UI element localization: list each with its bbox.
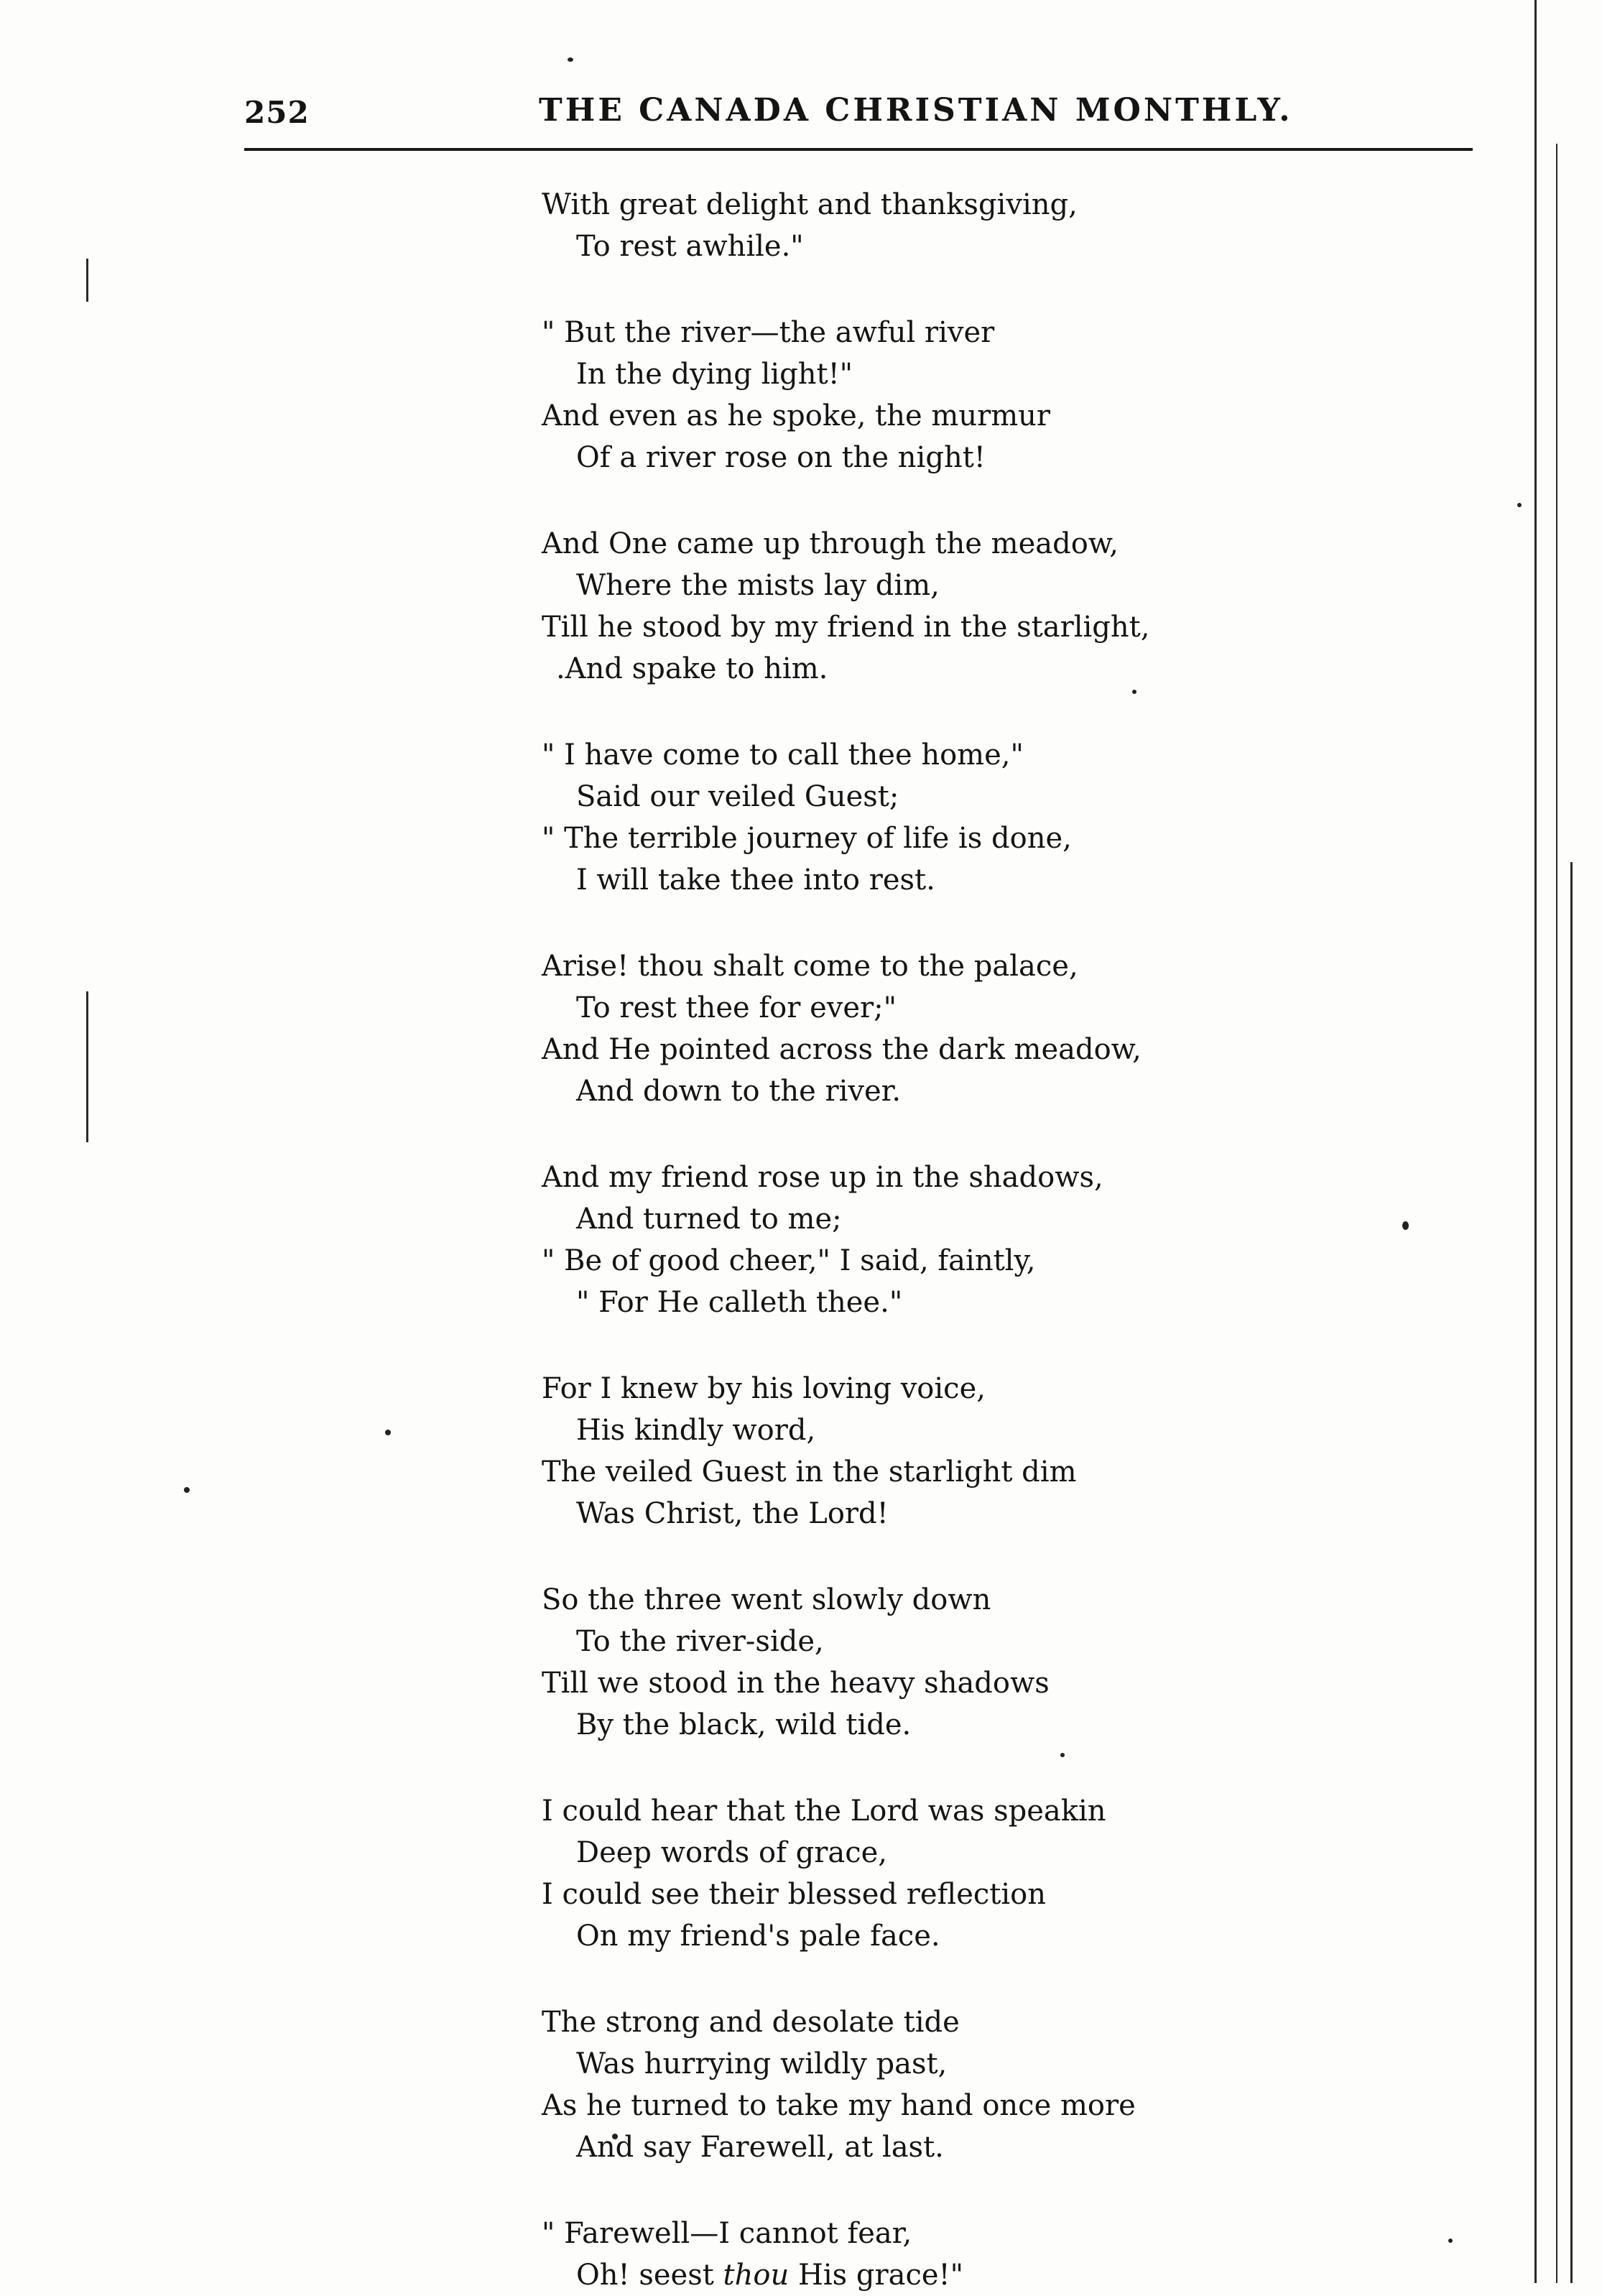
poem-line: And One came up through the meadow, [542, 527, 1119, 560]
poem [542, 184, 1404, 2296]
stanza [542, 1157, 1404, 1323]
scan-speck [385, 1430, 391, 1435]
poem-line: Of a river rose on the night! [576, 441, 986, 474]
poem-line: " Be of good cheer," I said, faintly, [542, 1244, 1036, 1277]
poem-line: And He pointed across the dark meadow, [542, 1033, 1142, 1066]
poem-line: With great delight and thanksgiving, [542, 188, 1078, 221]
stanza [542, 945, 1404, 1112]
poem-line: Said our veiled Guest; [576, 780, 899, 813]
poem-line: Till we stood in the heavy shadows [542, 1667, 1050, 1700]
scan-edge-mark [86, 259, 88, 302]
poem-line: On my friend's pale face. [576, 1920, 940, 1953]
header-rule [244, 148, 1473, 151]
poem-line: I will take thee into rest. [576, 864, 935, 897]
stanza [542, 2213, 1404, 2296]
poem-line: And down to the river. [576, 1075, 902, 1108]
poem-line: " I have come to call thee home," [542, 739, 1024, 772]
poem-line: For I knew by his loving voice, [542, 1372, 986, 1405]
poem-line: And turned to me; [576, 1203, 842, 1236]
stanza [542, 523, 1404, 690]
poem-line: In the dying light!" [576, 358, 853, 391]
scan-speck [1517, 503, 1522, 507]
poem-line: Was hurrying wildly past, [576, 2047, 948, 2080]
poem-line: And even as he spoke, the murmur [542, 399, 1051, 432]
poem-line: " For He calleth thee." [576, 1286, 903, 1319]
poem-line: I could see their blessed reflection [542, 1878, 1046, 1911]
poem-line: Till he stood by my friend in the starlight, [542, 611, 1150, 644]
stanza [542, 1368, 1404, 1534]
poem-line: His kindly word, [576, 1414, 816, 1447]
poem-line: .And spake to him. [556, 652, 828, 685]
poem-line: Where the mists lay dim, [576, 569, 940, 602]
poem-line: To the river-side, [576, 1625, 824, 1658]
page-number: 252 [244, 95, 310, 130]
stanza [542, 312, 1404, 478]
poem-line-emphasis: thou [723, 2259, 790, 2292]
stanza [542, 2001, 1404, 2168]
stanza [542, 1579, 1404, 1746]
page-header [244, 89, 1473, 147]
scan-edge-mark [1570, 862, 1573, 2283]
scan-edge-mark [1556, 144, 1557, 2283]
poem-line: " The terrible journey of life is done, [542, 822, 1072, 855]
poem-line [542, 2254, 1404, 2296]
poem-line-end: His grace!" [797, 2259, 963, 2292]
scan-edge-mark [1534, 0, 1537, 2283]
poem-line: Was Christ, the Lord! [576, 1497, 889, 1530]
poem-line: As he turned to take my hand once more [542, 2089, 1136, 2122]
poem-line: I could hear that the Lord was speakin [542, 1795, 1106, 1828]
poem-line: The veiled Guest in the starlight dim [542, 1455, 1077, 1489]
stanza [542, 734, 1404, 901]
poem-line: To rest awhile." [576, 230, 804, 263]
scan-edge-mark [86, 991, 88, 1142]
scan-speck [568, 57, 573, 62]
poem-line: To rest thee for ever;" [576, 991, 897, 1024]
poem-line: And my friend rose up in the shadows, [542, 1161, 1103, 1194]
poem-line: Deep words of grace, [576, 1836, 887, 1869]
poem-line: By the black, wild tide. [576, 1708, 912, 1741]
poem-line: The strong and desolate tide [542, 2006, 960, 2039]
poem-line-start: Oh! seest [576, 2259, 714, 2292]
poem-line: " But the river—the awful river [542, 316, 995, 349]
stanza [542, 184, 1404, 267]
scan-speck [184, 1487, 190, 1493]
running-title: THE CANADA CHRISTIAN MONTHLY. [539, 92, 1293, 129]
poem-line: " Farewell—I cannot fear, [542, 2217, 912, 2250]
poem-line: Arise! thou shalt come to the palace, [542, 950, 1078, 983]
scan-speck [1448, 2239, 1453, 2243]
poem-line: So the three went slowly down [542, 1583, 991, 1616]
stanza [542, 1790, 1404, 1957]
poem-line: And say Farewell, at last. [576, 2131, 944, 2164]
